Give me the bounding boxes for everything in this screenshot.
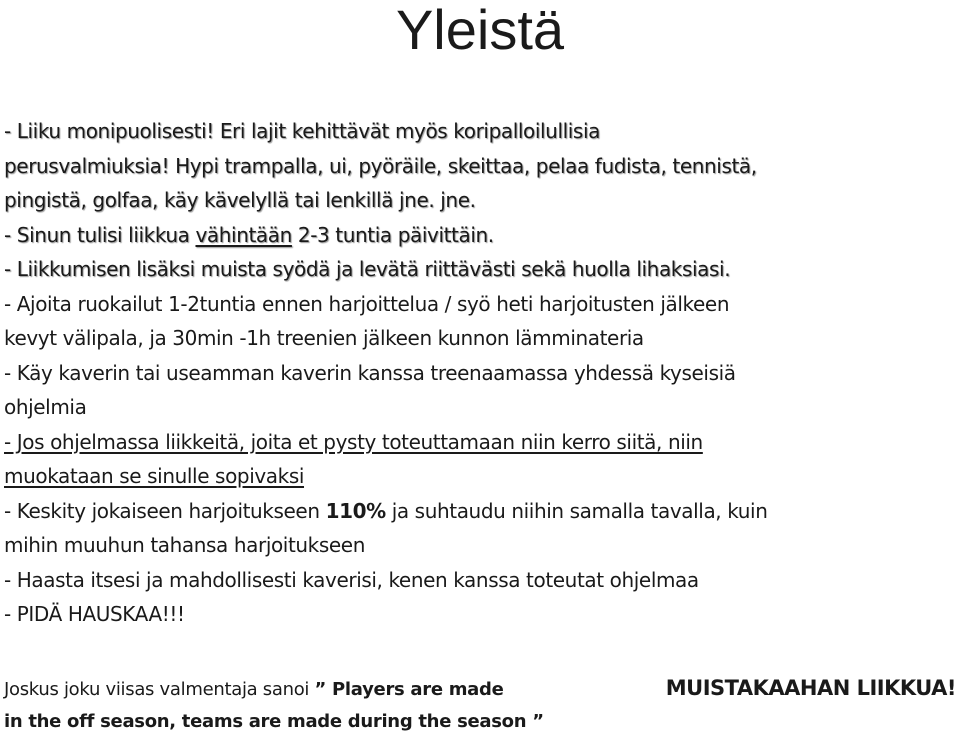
paragraph-1-line-1: - Liiku monipuolisesti! Eri lajit kehittävät myös koripalloilullisia <box>4 119 600 143</box>
coach-quote <box>4 674 544 738</box>
slide-title: Yleistä <box>395 0 565 61</box>
paragraph-9: - PIDÄ HAUSKAA!!! <box>4 602 185 626</box>
paragraph-8: - Haasta itsesi ja mahdollisesti kaverisi, kenen kanssa toteutat ohjelmaa <box>4 567 699 592</box>
coach-quote-line-1 <box>4 674 544 706</box>
paragraph-2-before: - Sinun tulisi liikkua <box>4 222 196 247</box>
paragraph-7-before: - Keskity jokaiseen harjoitukseen <box>4 498 326 523</box>
paragraph-3: - Liikkumisen lisäksi muista syödä ja levätä riittävästi sekä huolla lihaksiasi. <box>4 257 731 281</box>
paragraph-7-line-2: mihin muuhun tahansa harjoitukseen <box>4 533 365 557</box>
paragraph-7-line-1 <box>4 494 956 529</box>
coach-quote-intro: Joskus joku viisas valmentaja sanoi <box>4 679 315 700</box>
paragraph-2 <box>4 218 956 253</box>
body-text <box>4 114 956 632</box>
paragraph-1-line-3: pingistä, golfaa, käy kävelyllä tai lenkillä jne. jne. <box>4 188 476 212</box>
paragraph-7-bold: 110% <box>325 498 386 523</box>
coach-quote-line-2: in the off season, teams are made during the season ” <box>4 711 544 732</box>
reminder-text: MUISTAKAAHAN LIIKKUA! <box>665 676 956 700</box>
paragraph-6-line-2: muokataan se sinulle sopivaksi <box>4 464 305 488</box>
paragraph-2-underlined: vähintään <box>195 222 292 247</box>
coach-quote-bold-1: ” Players are made <box>314 679 504 700</box>
paragraph-4-line-1: - Ajoita ruokailut 1-2tuntia ennen harjoittelua / syö heti harjoitusten jälkeen <box>4 291 730 316</box>
paragraph-1-line-2: perusvalmiuksia! Hypi trampalla, ui, pyöräile, skeittaa, pelaa fudista, tennistä, <box>4 153 757 178</box>
paragraph-7-after: ja suhtaudu niihin samalla tavalla, kuin <box>385 498 768 523</box>
paragraph-6-line-1: - Jos ohjelmassa liikkeitä, joita et pysty toteuttamaan niin kerro siitä, niin <box>4 429 703 454</box>
paragraph-5-line-1: - Käy kaverin tai useamman kaverin kanssa treenaamassa yhdessä kyseisiä <box>4 360 736 385</box>
paragraph-2-after: 2-3 tuntia päivittäin. <box>291 222 494 247</box>
paragraph-4-line-2: kevyt välipala, ja 30min -1h treenien jälkeen kunnon lämminateria <box>4 326 644 350</box>
paragraph-5-line-2: ohjelmia <box>4 395 87 419</box>
